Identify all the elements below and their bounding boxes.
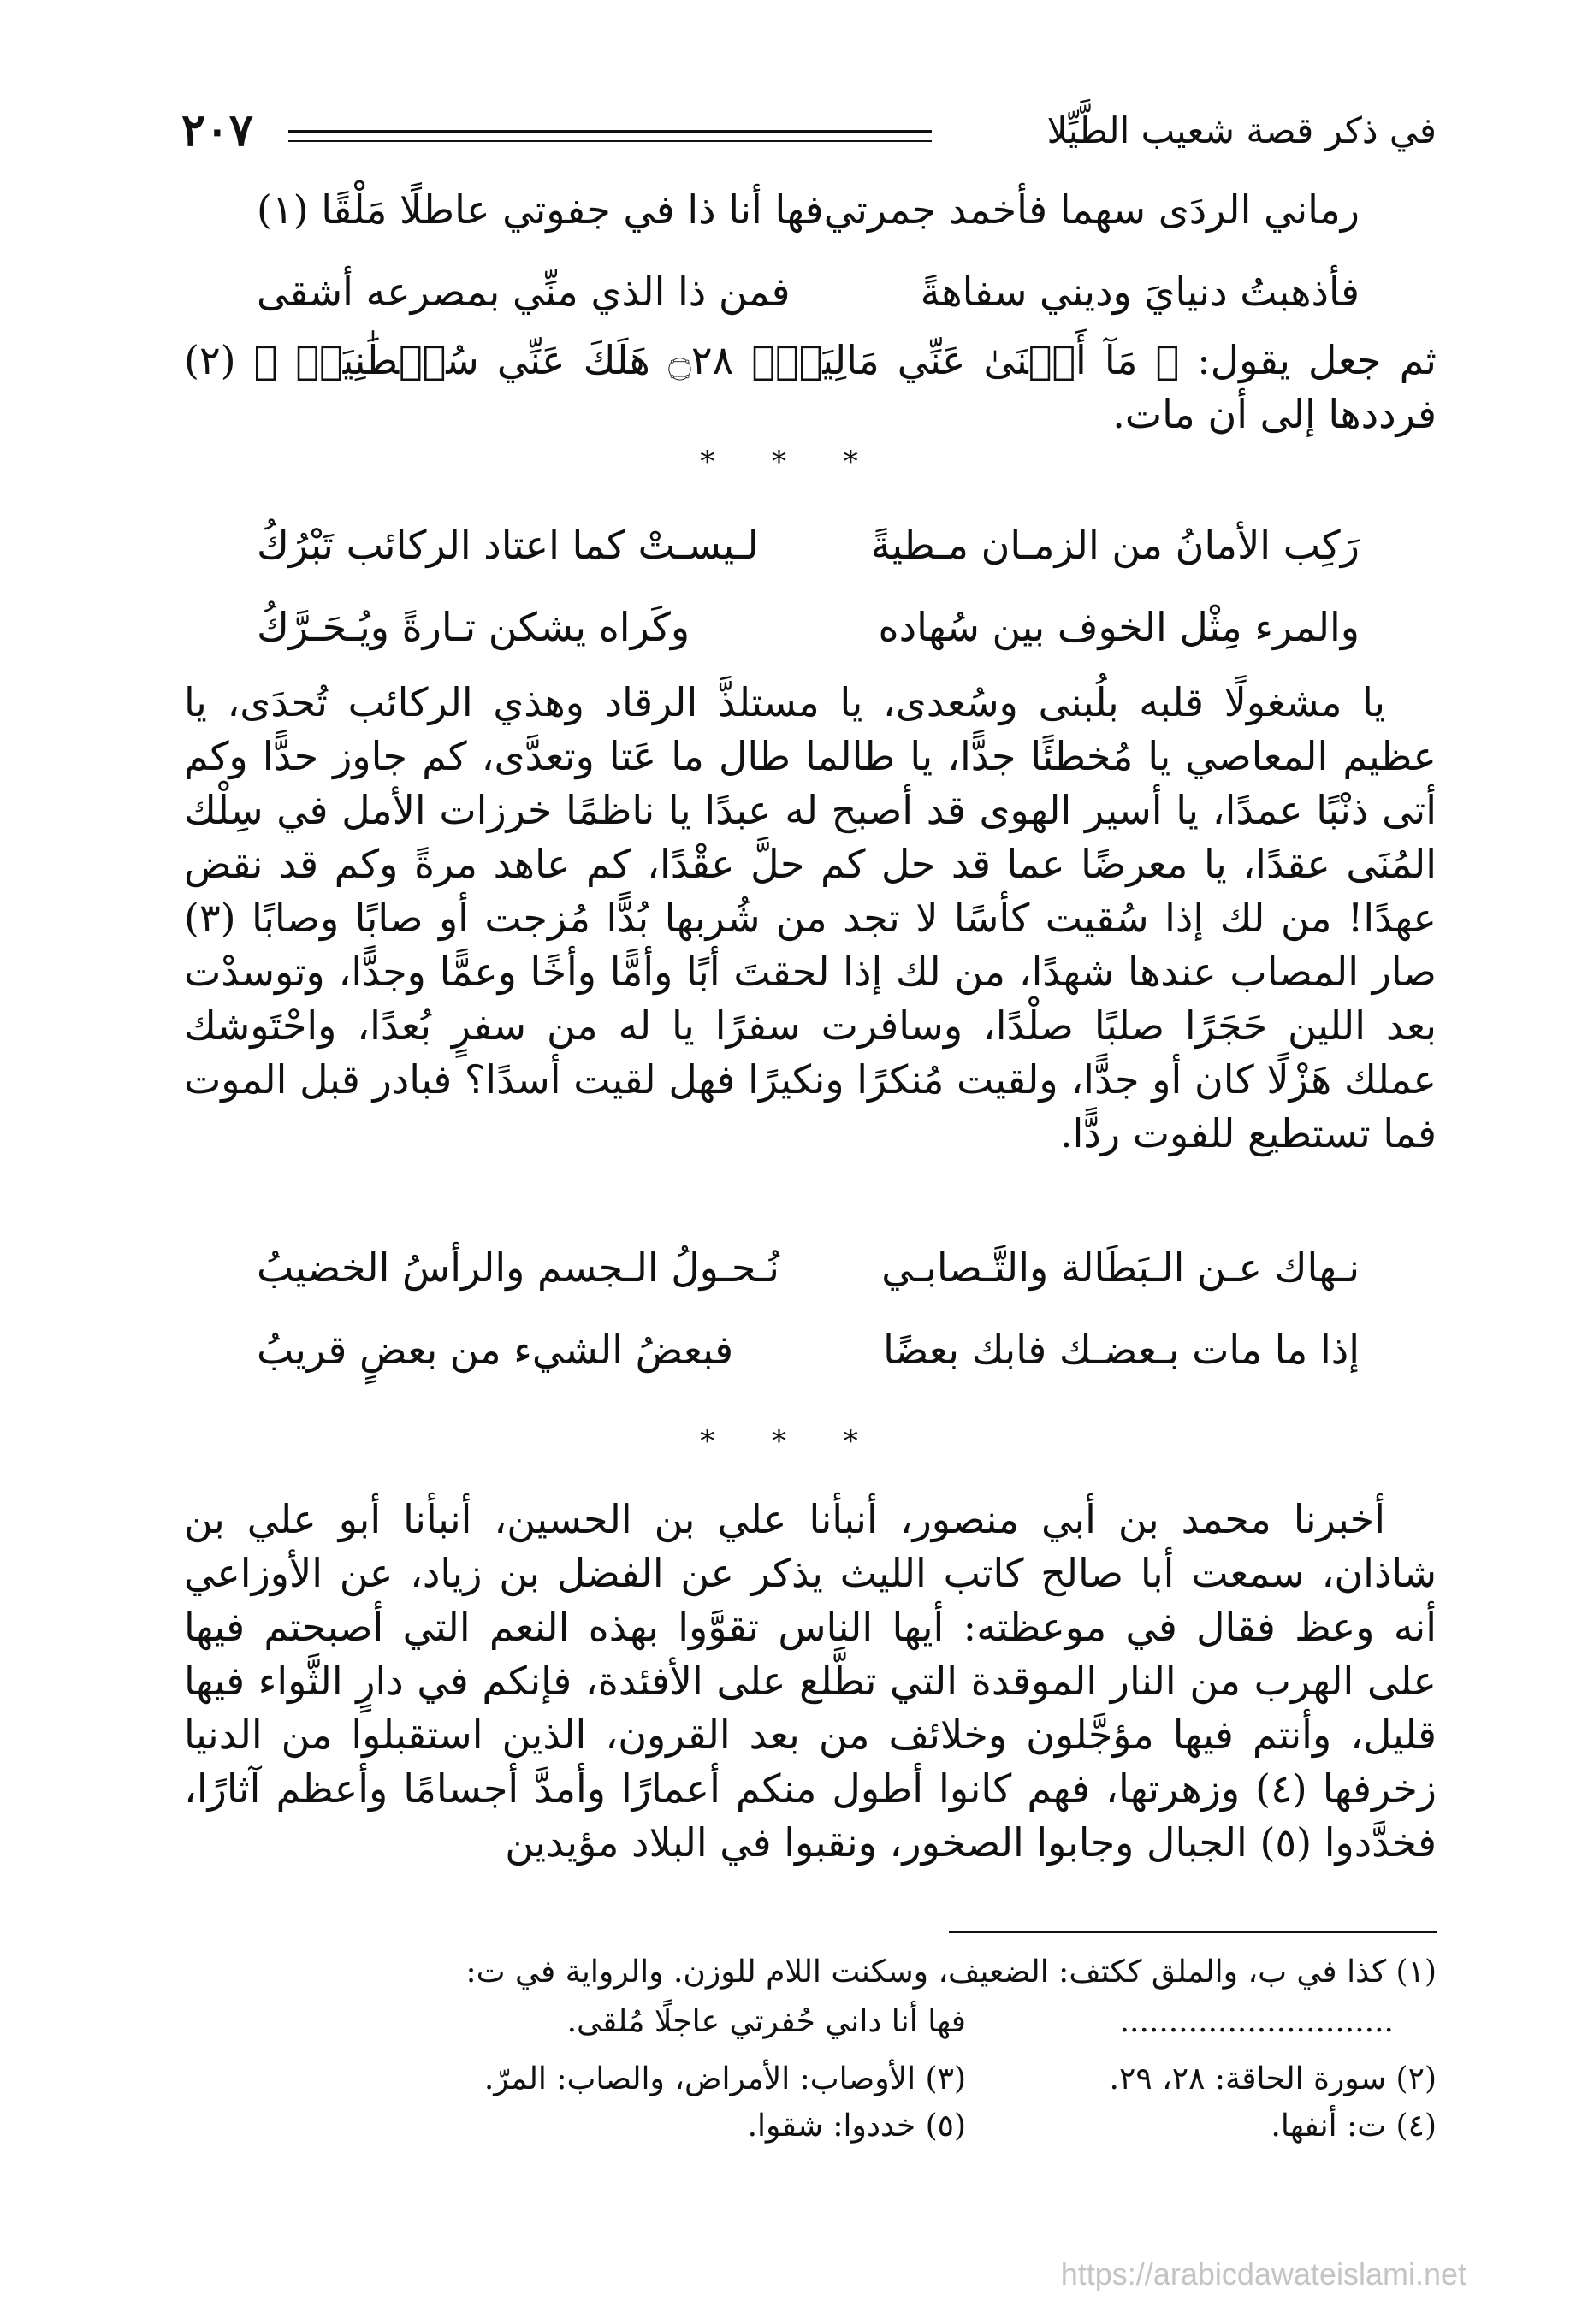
verse-first-hemistich: إذا ما مات بـعضـك فابك بعضًا [883,1327,1360,1373]
header-title: في ذكر قصة شعيب الطَّيِّلا [1046,109,1437,151]
verse-second-hemistich: فها أنا ذا في جفوتي عاطلًا مَلْقًا (١) [257,186,824,233]
footnotes [184,1954,1437,2151]
section-separator-stars: * * * [700,1424,882,1458]
footnote-4: (٤) ت: أنفها. [1271,2108,1437,2144]
running-header [181,104,1437,161]
footnote-3: (٣) الأوصاب: الأمراض، والصاب: المرّ. [483,2061,966,2096]
footnote-5: (٥) خددوا: شقوا. [747,2108,966,2144]
paragraph-quran-quote: ثم جعل يقول: ﴿ مَآ أَغۡنَىٰ عَنِّي مَالِيَهۡۜ ۝٢٨ هَلَكَ عَنِّي سُلۡطَٰنِيَهۡ ﴾ (٢) فرددها إلى أن مات. [184,337,1437,437]
poem-1 [257,186,1360,351]
verse-first-hemistich: والمرء مِثْل الخوف بين سُهاده [878,604,1360,650]
verse [257,604,1360,686]
verse-first-hemistich: رماني الردَى سهما فأخمد جمرتي [823,186,1360,233]
verse-second-hemistich: لـيسـتْ كما اعتاد الركائب تَبْرُكُ [257,522,759,568]
footnote-2: (٢) سورة الحاقة: ٢٨، ٢٩. [1109,2061,1437,2096]
footnote-divider [949,1931,1437,1933]
footnote-1-verse: فها أنا داني حُفرتي عاجلًا مُلقى. [566,2004,966,2039]
verse [257,186,1360,269]
verse-first-hemistich: نـهاك عـن الـبَطَالة والتَّـصابـي [881,1245,1360,1291]
watermark-url: https://arabicdawateislami.net [1060,2256,1466,2291]
verse-first-hemistich: فأذهبتُ دنيايَ وديني سفاهةً [920,269,1360,315]
verse-first-hemistich: رَكِب الأمانُ من الزمـان مـطيةً [870,522,1360,568]
header-rule [288,130,932,142]
verse-second-hemistich: فمن ذا الذي منِّي بمصرعه أشقى [257,269,791,315]
verse-second-hemistich: فبعضُ الشيء من بعضٍ قريبُ [257,1327,734,1373]
footnote-1: (١) كذا في ب، والملق ككتف: الضعيف، وسكنت اللام للوزن. والرواية في ت: [465,1954,1437,1990]
footnote-1-dots: ............................ [1119,2004,1394,2039]
verse [257,1245,1360,1327]
poem-3 [257,1245,1360,1409]
section-separator-stars: * * * [700,445,882,479]
poem-2 [257,522,1360,686]
verse [257,522,1360,604]
paragraph-admonition: يا مشغولًا قلبه بلُبنى وسُعدى، يا مستلذَّ الرقاد وهذي الركائب تُحدَى، يا عظيم المعاصي يا مُخطئًا جدًّا، يا طالما طال ما عَتا وتعدَّى، كم جاوز حدًّا وكم أتى ذنْبًا عمدًا، يا أسير الهوى قد أصبح له عبدًا يا ناظمًا خرزات الأمل في سِلْك المُنَى عقدًا، يا معرضًا عما قد حل كم حلَّ عقْدًا، كم عاهد مرةً وكم قد نقض عهدًا! من لك إذا سُقيت كأسًا لا تجد من شُربها بُدًّا مُزجت أو صابًا وصابًا (٣) صار المصاب عندها شهدًا، من لك إذا لحقتَ أبًا وأمًّا وأخًا وعمًّا وجدًّا، وتوسدْت بعد اللين حَجَرًا صلبًا صلْدًا، وسافرت سفرًا يا له من سفرٍ بُعدًا، واحْتَوشك عملك هَزْلًا كان أو جدًّا، ولقيت مُنكرًا ونكيرًا فهل لقيت أسدًا؟ فبادر قبل الموت فما تستطيع للفوت ردًّا. [184,679,1437,1156]
verse-second-hemistich: وكَراه يشكن تـارةً ويُـحَـرَّكُ [257,604,690,650]
page-number: ٢٠٧ [181,104,253,157]
paragraph-awzai-sermon: أخبرنا محمد بن أبي منصور، أنبأنا علي بن الحسين، أنبأنا أبو علي بن شاذان، سمعت أبا صالح كاتب الليث يذكر عن الفضل بن زياد، عن الأوزاعي أنه وعظ فقال في موعظته: أيها الناس تقوَّوا بهذه النعم التي أصبحتم فيها على الهرب من النار الموقدة التي تطَّلع على الأفئدة، فإنكم في دارٍ الثَّواء فيها قليل، وأنتم فيها مؤجَّلون وخلائف من بعد القرون، الذين استقبلوا من الدنيا زخرفها (٤) وزهرتها، فهم كانوا أطول منكم أعمارًا وأمدَّ أجسامًا وأعظم آثارًا، فخدَّدوا (٥) الجبال وجابوا الصخور، ونقبوا في البلاد مؤيدين [184,1496,1437,1866]
verse-second-hemistich: نُـحـولُ الـجسم والرأسُ الخضيبُ [257,1245,779,1291]
verse [257,1327,1360,1409]
